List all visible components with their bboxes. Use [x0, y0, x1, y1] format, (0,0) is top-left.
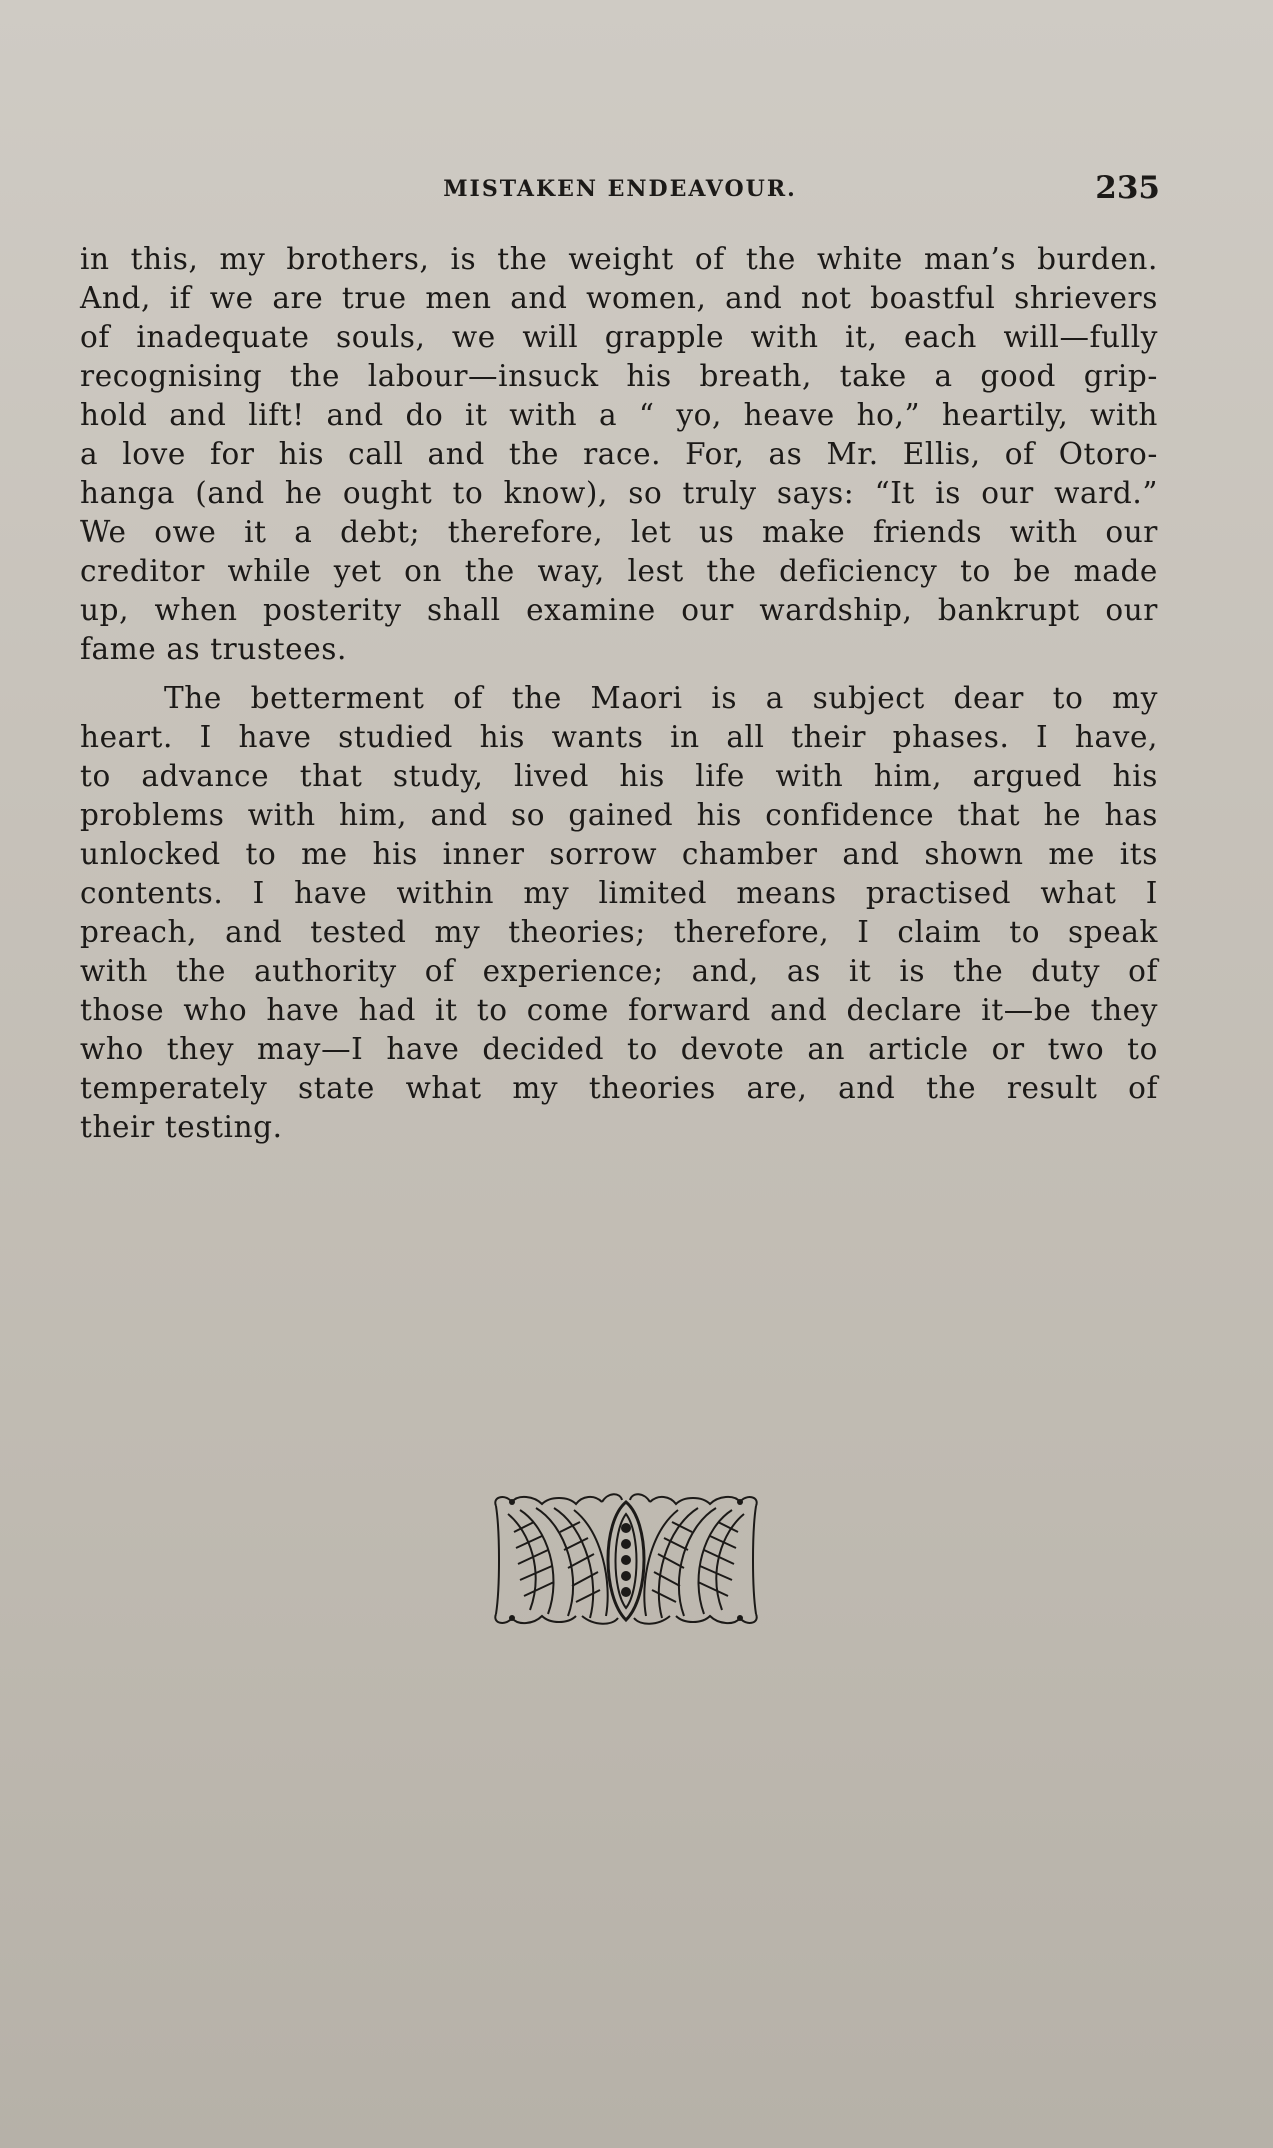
text-line: contents. I have within my limited means practised what I	[80, 876, 1158, 910]
paragraph	[80, 240, 1158, 669]
text-line: their testing.	[80, 1110, 283, 1144]
paragraph	[80, 679, 1158, 1147]
text-line: preach, and tested my theories; therefore, I claim to speak	[80, 915, 1158, 949]
text-line: And, if we are true men and women, and not boastful shrievers	[80, 281, 1158, 315]
running-head	[80, 170, 1160, 210]
text-line: those who have had it to come forward and declare it—be they	[80, 993, 1158, 1027]
text-line: who they may—I have decided to devote an article or two to	[80, 1032, 1158, 1066]
text-line: unlocked to me his inner sorrow chamber and shown me its	[80, 837, 1158, 871]
text-line: with the authority of experience; and, as it is the duty of	[80, 954, 1158, 988]
text-line: fame as trustees.	[80, 632, 347, 666]
running-title: MISTAKEN ENDEAVOUR.	[443, 176, 797, 202]
body-text	[80, 240, 1158, 1147]
text-line: to advance that study, lived his life with him, argued his	[80, 759, 1158, 793]
text-line: The betterment of the Maori is a subject dear to my	[164, 681, 1158, 715]
text-line: a love for his call and the race. For, as Mr. Ellis, of Otoro-	[80, 437, 1158, 471]
text-line: in this, my brothers, is the weight of the white man’s burden.	[80, 242, 1158, 276]
tailpiece-ornament-icon	[490, 1492, 762, 1628]
text-line: creditor while yet on the way, lest the deficiency to be made	[80, 554, 1158, 588]
text-line: up, when posterity shall examine our wardship, bankrupt our	[80, 593, 1158, 627]
page-number: 235	[1095, 170, 1160, 206]
text-line: temperately state what my theories are, and the result of	[80, 1071, 1158, 1105]
text-line: hold and lift! and do it with a “ yo, heave ho,” heartily, with	[80, 398, 1158, 432]
text-line: heart. I have studied his wants in all their phases. I have,	[80, 720, 1158, 754]
text-line: problems with him, and so gained his confidence that he has	[80, 798, 1158, 832]
text-line: of inadequate souls, we will grapple with it, each will—fully	[80, 320, 1158, 354]
text-line: recognising the labour—insuck his breath, take a good grip-	[80, 359, 1158, 393]
text-line: We owe it a debt; therefore, let us make friends with our	[80, 515, 1158, 549]
text-line: hanga (and he ought to know), so truly says: “It is our ward.”	[80, 476, 1158, 510]
